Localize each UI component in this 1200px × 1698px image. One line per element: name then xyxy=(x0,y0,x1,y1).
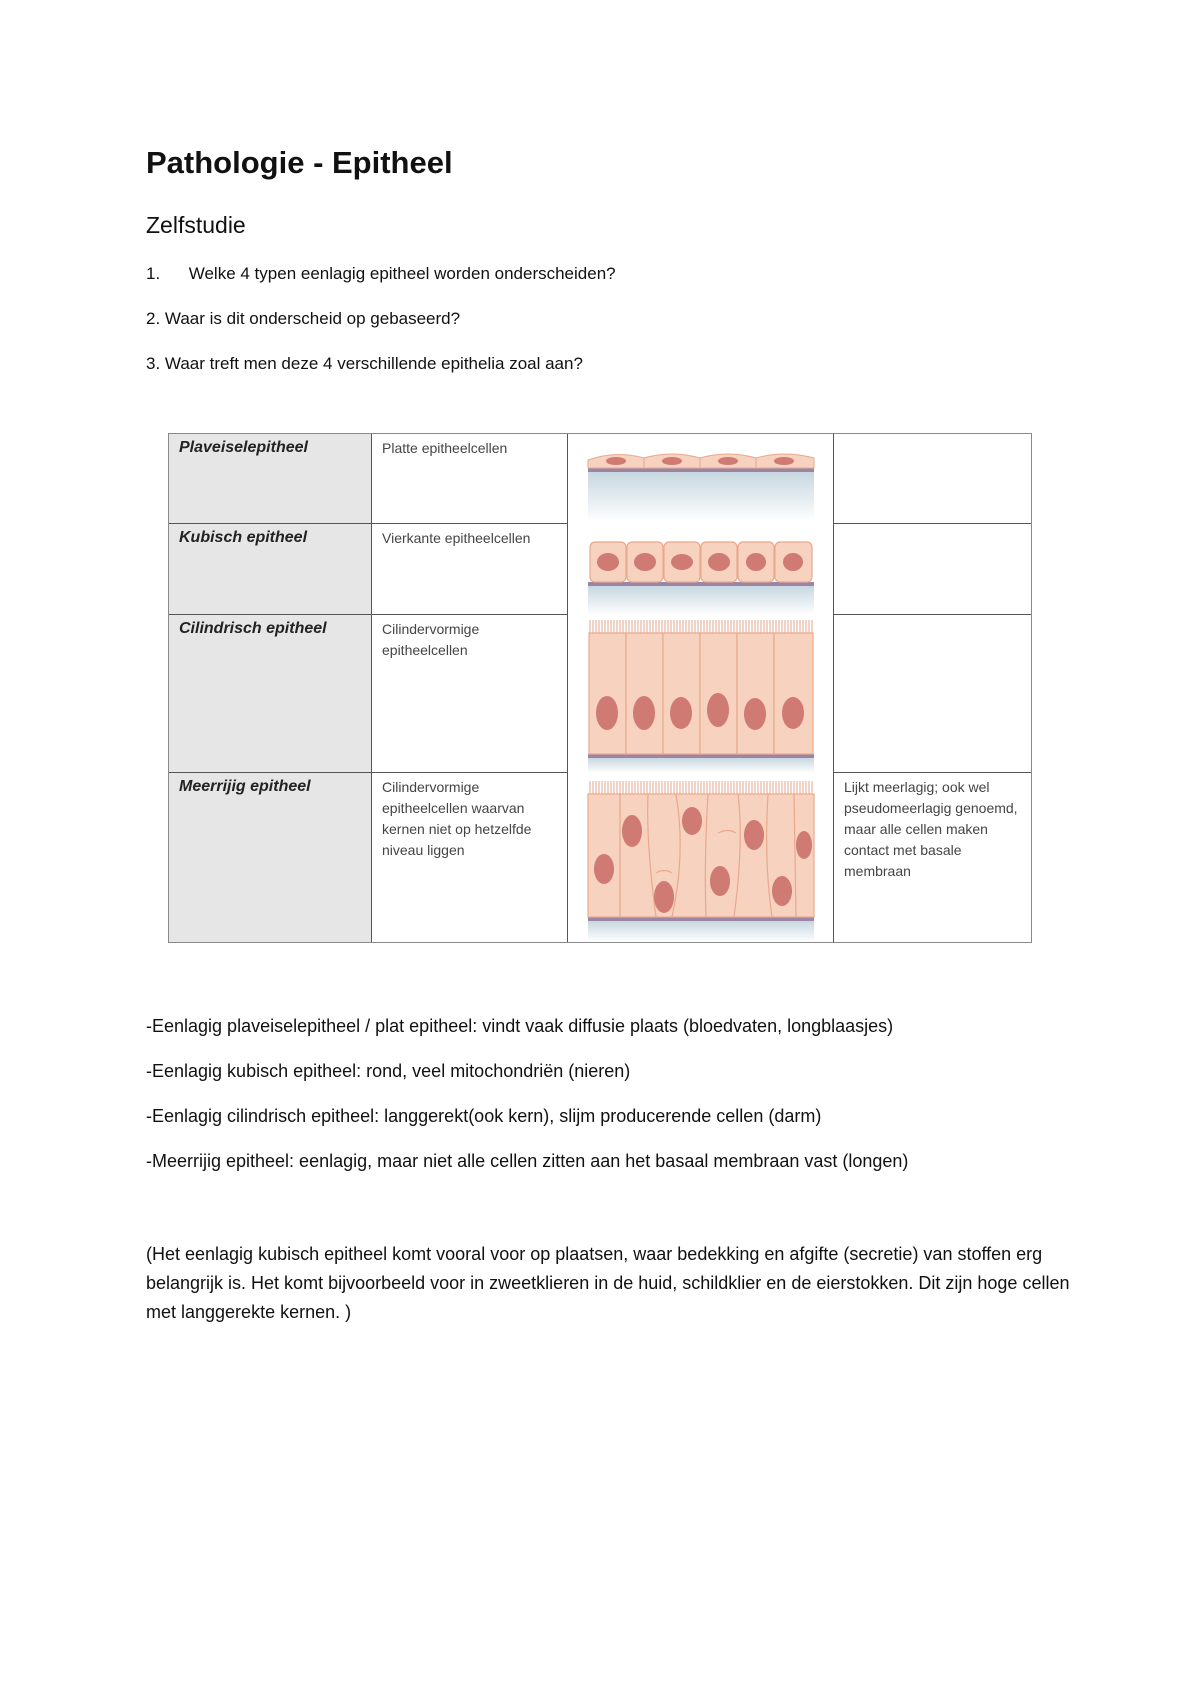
columnar-epithelium-image xyxy=(568,615,834,773)
cuboidal-illustration xyxy=(568,524,834,615)
question-text: Waar treft men deze 4 verschillende epithelia zoal aan? xyxy=(164,354,583,373)
epithelium-note xyxy=(834,615,1031,773)
question-number: 3. xyxy=(146,354,161,373)
squamous-epithelium-image xyxy=(568,434,834,524)
epithelium-description: Platte epitheelcellen xyxy=(372,434,568,524)
epithelium-note xyxy=(834,434,1031,524)
epithelium-description: Cilindervormige epitheelcellen xyxy=(372,615,568,773)
explanation-paragraph: (Het eenlagig kubisch epitheel komt vooral voor op plaatsen, waar bedekking en afgifte (secretie) van stoffen erg belangrijk is. Het komt bijvoorbeeld voor in zweetklieren in de huid, schildklier en de eierstokken. Dit zijn hoge cellen met langgerekte kernen. ) xyxy=(146,1244,1070,1322)
question-item xyxy=(146,309,460,329)
note-item: -Meerrijig epitheel: eenlagig, maar niet alle cellen zitten aan het basaal membraan vast (longen) xyxy=(146,1151,909,1171)
epithelium-name: Cilindrisch epitheel xyxy=(169,615,372,773)
question-item xyxy=(146,264,616,284)
epithelium-table xyxy=(168,433,1032,943)
pseudostratified-epithelium-image xyxy=(568,773,834,942)
columnar-illustration xyxy=(568,615,834,773)
epithelium-name: Plaveiselepitheel xyxy=(169,434,372,524)
squamous-illustration xyxy=(568,434,834,524)
question-number: 2. xyxy=(146,309,161,328)
note-item: -Eenlagig cilindrisch epitheel: langgerekt(ook kern), slijm producerende cellen (darm) xyxy=(146,1106,822,1126)
note-item: -Eenlagig plaveiselepitheel / plat epitheel: vindt vaak diffusie plaats (bloedvaten, longblaasjes) xyxy=(146,1016,894,1036)
epithelium-description: Cilindervormige epitheelcellen waarvan kernen niet op hetzelfde niveau liggen xyxy=(372,773,568,942)
subtitle: Zelfstudie xyxy=(146,212,246,238)
page-title: Pathologie - Epitheel xyxy=(146,145,453,180)
question-text: Waar is dit onderscheid op gebaseerd? xyxy=(164,309,461,328)
epithelium-note xyxy=(834,524,1031,615)
pseudostratified-illustration xyxy=(568,773,834,942)
cuboidal-epithelium-image xyxy=(568,524,834,615)
question-text: Welke 4 typen eenlagig epitheel worden onderscheiden? xyxy=(188,264,616,283)
epithelium-description: Vierkante epitheelcellen xyxy=(372,524,568,615)
note-item: -Eenlagig kubisch epitheel: rond, veel mitochondriën (nieren) xyxy=(146,1061,631,1081)
question-number: 1. xyxy=(146,264,161,283)
epithelium-name: Kubisch epitheel xyxy=(169,524,372,615)
epithelium-note: Lijkt meerlagig; ook wel pseudomeerlagig genoemd, maar alle cellen maken contact met basale membraan xyxy=(844,779,1018,879)
epithelium-name: Meerrijig epitheel xyxy=(169,773,372,942)
question-item xyxy=(146,354,583,374)
